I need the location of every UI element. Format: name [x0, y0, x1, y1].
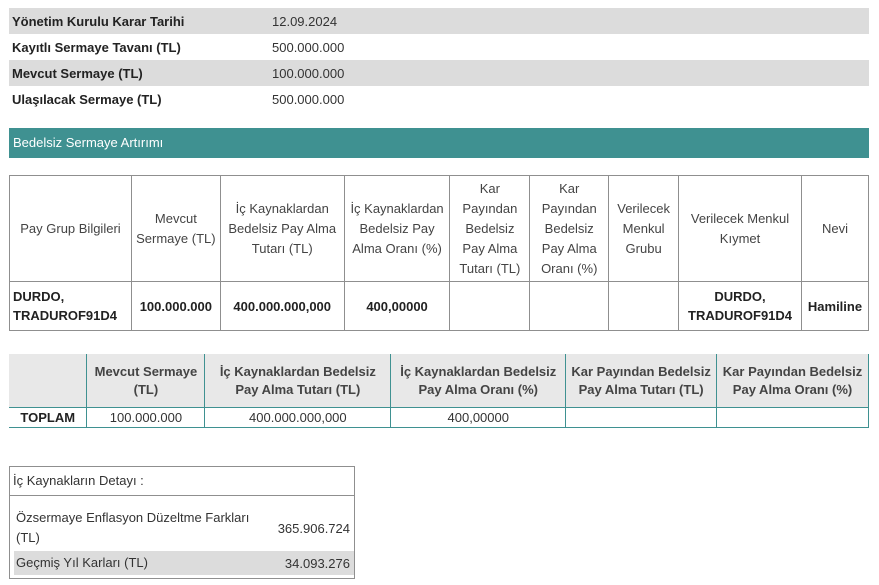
detail-row [14, 551, 354, 575]
section-header-bonus-capital-increase: Bedelsiz Sermaye Artırımı [9, 128, 869, 158]
detail-label: Geçmiş Yıl Karları (TL) [16, 555, 148, 570]
cell-group: DURDO, TRADUROF91D4 [10, 282, 132, 331]
cell-security: DURDO, TRADUROF91D4 [679, 282, 802, 331]
column-header: Nevi [801, 176, 868, 282]
info-label: Mevcut Sermaye (TL) [12, 65, 143, 81]
cell-type: Hamiline [801, 282, 868, 331]
cell-security-group [609, 282, 679, 331]
cell-current-capital: 100.000.000 [131, 282, 220, 331]
detail-value: 34.093.276 [284, 555, 350, 571]
total-table [9, 354, 869, 428]
share-group-table [9, 175, 869, 331]
info-value: 12.09.2024 [272, 13, 338, 29]
detail-row [14, 505, 354, 551]
detail-label: Özsermaye Enflasyon Düzeltme Farkları (TL) [16, 510, 250, 545]
info-row-decision-date [9, 8, 869, 34]
info-row-registered-capital-ceiling [9, 34, 869, 60]
column-header: Kar Payından Bedelsiz Pay Alma Oranı (%) [530, 176, 609, 282]
cell-internal-amount: 400.000.000,000 [220, 282, 344, 331]
column-header: Mevcut Sermaye (TL) [131, 176, 220, 282]
column-header: İç Kaynaklardan Bedelsiz Pay Alma Oranı (%) [344, 176, 450, 282]
info-row-target-capital [9, 86, 869, 112]
info-value: 100.000.000 [272, 65, 345, 81]
column-header [9, 354, 87, 408]
cell-internal-rate: 400,00000 [391, 408, 566, 428]
cell-internal-rate: 400,00000 [344, 282, 450, 331]
column-header: Kar Payından Bedelsiz Pay Alma Oranı (%) [717, 354, 869, 408]
info-row-current-capital [9, 60, 869, 86]
cell-dividend-amount [450, 282, 530, 331]
cell-dividend-amount [566, 408, 717, 428]
column-header: İç Kaynaklardan Bedelsiz Pay Alma Tutarı (TL) [220, 176, 344, 282]
column-header: Mevcut Sermaye (TL) [87, 354, 205, 408]
info-summary [9, 8, 869, 112]
cell-dividend-rate [530, 282, 609, 331]
detail-title: İç Kaynakların Detayı : [10, 467, 354, 496]
cell-dividend-rate [717, 408, 869, 428]
column-header: İç Kaynaklardan Bedelsiz Pay Alma Tutarı (TL) [205, 354, 391, 408]
detail-value: 365.906.724 [277, 520, 350, 536]
info-label: Ulaşılacak Sermaye (TL) [12, 91, 162, 107]
cell-internal-amount: 400.000.000,000 [205, 408, 391, 428]
column-header: Verilecek Menkul Kıymet [679, 176, 802, 282]
info-value: 500.000.000 [272, 39, 345, 55]
column-header: Pay Grup Bilgileri [10, 176, 132, 282]
column-header: İç Kaynaklardan Bedelsiz Pay Alma Oranı (%) [391, 354, 566, 408]
column-header: Kar Payından Bedelsiz Pay Alma Tutarı (TL) [450, 176, 530, 282]
cell-current-capital: 100.000.000 [87, 408, 205, 428]
internal-resources-detail [9, 466, 355, 579]
table-row-total [9, 408, 869, 428]
total-label: TOPLAM [9, 408, 87, 428]
table-header-row [10, 176, 869, 282]
info-label: Yönetim Kurulu Karar Tarihi [12, 13, 185, 29]
info-value: 500.000.000 [272, 91, 345, 107]
info-label: Kayıtlı Sermaye Tavanı (TL) [12, 39, 181, 55]
column-header: Kar Payından Bedelsiz Pay Alma Tutarı (TL) [566, 354, 717, 408]
column-header: Verilecek Menkul Grubu [609, 176, 679, 282]
table-row [10, 282, 869, 331]
table-header-row [9, 354, 869, 408]
